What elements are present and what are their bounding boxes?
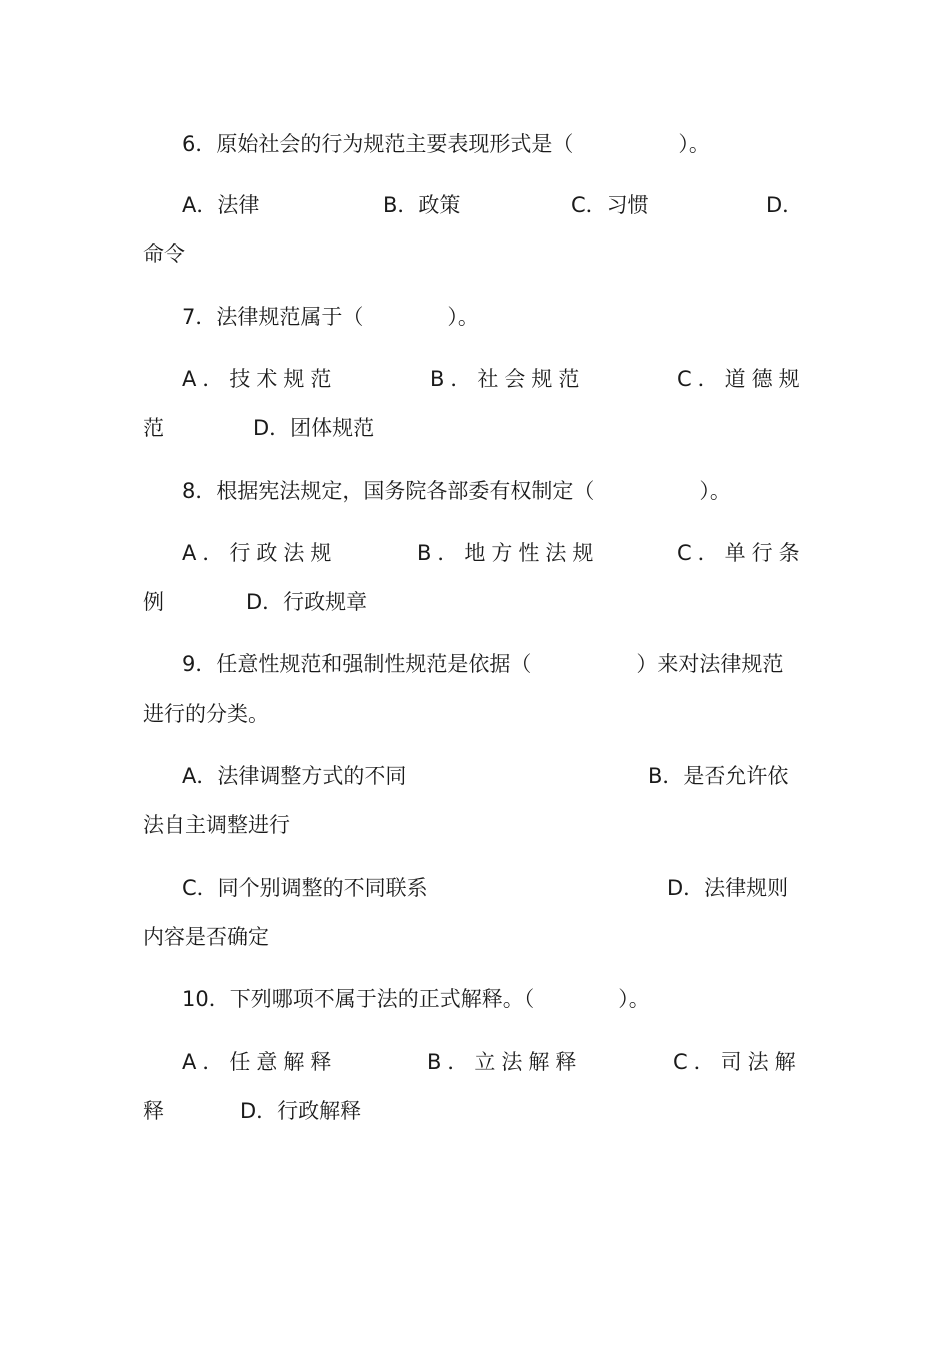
question-9-stem-line1: 9．任意性规范和强制性规范是依据（ ）来对法律规范 <box>182 652 784 676</box>
question-10-option-c: C．司法解 <box>673 1050 802 1074</box>
question-6-option-a: A．法律 <box>182 193 260 217</box>
question-7-option-b: B．社会规范 <box>430 367 586 391</box>
question-9-option-a: A．法律调整方式的不同 <box>182 764 407 788</box>
question-9-option-b-wrap: 法自主调整进行 <box>143 813 290 837</box>
question-6-stem: 6．原始社会的行为规范主要表现形式是（ ）。 <box>182 132 710 156</box>
question-9-option-d-wrap: 内容是否确定 <box>143 925 269 949</box>
question-8-stem: 8．根据宪法规定，国务院各部委有权制定（ ）。 <box>182 479 731 503</box>
question-7-option-d: D．团体规范 <box>253 416 375 440</box>
question-9-option-d: D．法律规则 <box>667 876 789 900</box>
question-6-option-c: C．习惯 <box>571 193 649 217</box>
question-7-option-c-wrap: 范 <box>143 416 164 440</box>
question-7-option-a: A．技术规范 <box>182 367 338 391</box>
question-9-option-b: B．是否允许依 <box>648 764 789 788</box>
question-10-stem: 10．下列哪项不属于法的正式解释。（ ）。 <box>182 987 650 1011</box>
question-10-option-d: D．行政解释 <box>240 1099 362 1123</box>
question-10-option-a: A．任意解释 <box>182 1050 338 1074</box>
question-8-option-d: D．行政规章 <box>246 590 368 614</box>
question-6-option-d-label: D． <box>766 193 804 217</box>
question-7-stem: 7．法律规范属于（ ）。 <box>182 305 479 329</box>
question-8-option-a: A．行政法规 <box>182 541 338 565</box>
question-8-option-c: C．单行条 <box>677 541 806 565</box>
question-8-option-c-wrap: 例 <box>143 590 164 614</box>
question-9-stem-line2: 进行的分类。 <box>143 702 269 726</box>
question-9-option-c: C．同个别调整的不同联系 <box>182 876 428 900</box>
question-8-option-b: B．地方性法规 <box>417 541 600 565</box>
question-10-option-c-wrap: 释 <box>143 1099 164 1123</box>
question-6-option-d-text: 命令 <box>143 242 185 266</box>
question-10-option-b: B．立法解释 <box>427 1050 583 1074</box>
question-7-option-c: C．道德规 <box>677 367 806 391</box>
question-6-option-b: B．政策 <box>383 193 461 217</box>
